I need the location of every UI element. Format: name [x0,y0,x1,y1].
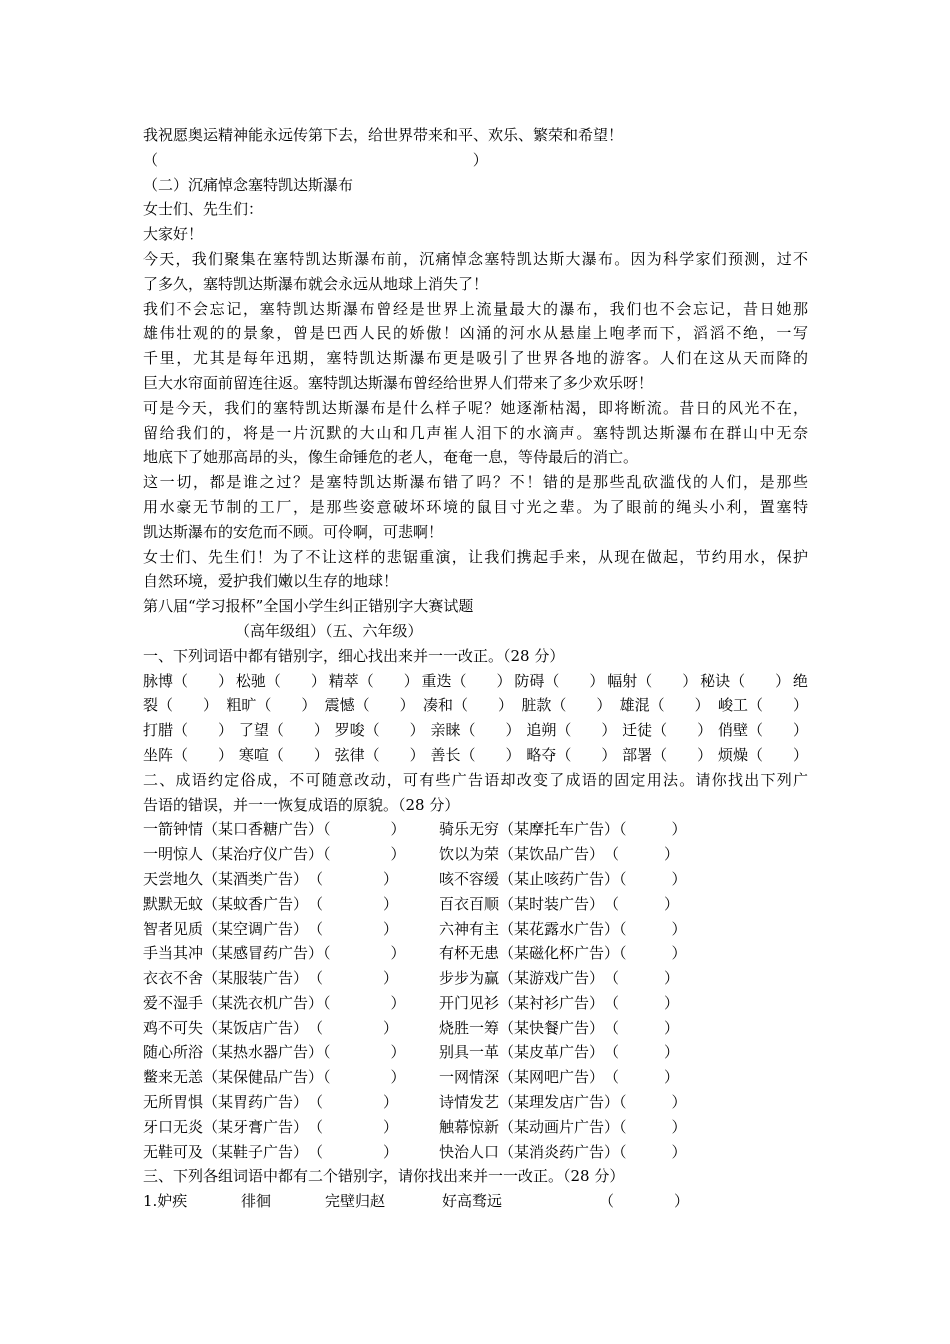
section2-heading-line: 告语的错误，并一一恢复成语的原貌。（28 分） [143,795,460,814]
word-item: 迁徒（ ） [622,721,713,740]
ad-row [143,1140,808,1165]
word-item: 善长（ ） [430,745,521,764]
document-page [143,123,808,1214]
section3-item-1 [143,1189,808,1214]
ad-row [143,1040,808,1065]
contest-title: 第八届“学习报杯”全国小学生纠正错别字大赛试题 [143,597,474,616]
word-item: 雄混（ ） [619,696,710,715]
word-item: 徘徊 [241,1192,272,1211]
word-item: 凑和（ ） [422,696,513,715]
word-row [143,743,808,768]
body-line: 今天，我们聚集在塞特凯达斯瀑布前，沉痛悼念塞特凯达斯大瀑布。因为科学家们预测，过不 [143,249,808,268]
word-item: 精萃（ ） [328,671,419,690]
ad-item: 饮以为荣（某饮品广告） （ ） [439,845,680,864]
word-item: 弦律（ ） [334,745,425,764]
body-line: 这一切，都是谁之过？是塞特凯达斯瀑布错了吗？不！错的是那些乱砍滥伐的人们，是那些 [143,473,808,492]
contest-subtitle: （高年级组）（五、六年级） [235,621,423,640]
body-line: 可是今天，我们的塞特凯达斯瀑布是什么样子呢？她逐渐枯渴，即将断流。昔日的风光不在， [143,398,808,417]
section1-heading: 一、下列词语中都有错别字，细心找出来并一一改正。（28 分） [143,646,565,665]
body-line: 雄伟壮观的的景象，曾是巴西人民的娇傲！凶涌的河水从悬崖上咆孝而下，滔滔不绝，一写 [143,324,808,343]
body-line: 地底下了她那高昂的头，像生命锤危的老人，奄奄一息，等侍最后的消亡。 [143,448,639,467]
speech1-ending: 我祝愿奥运精神能永远传第下去，给世界带来和平、欢乐、繁荣和希望！ [143,126,624,144]
section3-heading: 三、下列各组词语中都有二个错别字，请你找出来并一一改正。（28 分） [143,1167,625,1186]
ad-item: 诗情发艺（某理发店广告）（ ） [439,1093,687,1112]
ad-item: 一箭钟情（某口香糖广告）（ ） [143,820,406,839]
ad-item: 一网情深（某网吧广告） （ ） [439,1068,680,1087]
speech2-body [143,247,808,594]
body-line: 女士们、先生们！为了不让这样的悲锯重演，让我们携起手来，从现在做起，节约用水，保护 [143,547,808,566]
word-item: 打腊（ ） [143,721,234,740]
word-item: 松驰（ ） [235,671,326,690]
word-item: 脉博（ ） [143,671,234,690]
word-item: 部署（ ） [622,745,713,764]
body-line: 自然环境，爱护我们嫩以生存的地球！ [143,572,399,591]
word-item: 俏壁（ ） [717,721,808,740]
word-row [143,693,808,718]
word-item: 罗唆（ ） [334,721,425,740]
ad-row [143,892,808,917]
word-item: 1.妒疾 [143,1192,188,1211]
word-item: 幅射（ ） [607,671,698,690]
word-item: 好高骛远 [442,1192,503,1211]
ad-item: 一明惊人（某治疗仪广告）（ ） [143,845,406,864]
body-line: 凯达斯瀑布的安危而不顾。可伶啊，可悲啊！ [143,522,444,541]
word-item: 烦燥（ ） [717,745,808,764]
ad-list [143,817,808,1164]
ad-row [143,1065,808,1090]
ad-row [143,917,808,942]
ad-item: 百衣百顺（某时装广告） （ ） [439,894,680,913]
ad-item: 衣衣不舍（某服装广告） （ ） [143,969,399,988]
word-item: 坐阵（ ） [143,745,234,764]
word-item: 亲睐（ ） [430,721,521,740]
ad-item: 触幕惊新（某动画片广告）（ ） [439,1117,687,1136]
ad-item: 六神有主（某花露水广告）（ ） [439,919,687,938]
word-item: 峻工（ ） [717,696,808,715]
ad-item: 手当其冲（某感冒药广告）（ ） [143,944,406,963]
ad-row [143,1016,808,1041]
word-item: 防碍（ ） [514,671,605,690]
body-line: 我们不会忘记，塞特凯达斯瀑布曾经是世界上流量最大的瀑布，我们也不会忘记，昔日她那 [143,299,808,318]
ad-row [143,817,808,842]
body-line: 了多久，塞特凯达斯瀑布就会永远从地球上消失了！ [143,274,489,293]
ad-row [143,941,808,966]
ad-item: 快治人口（某消炎药广告）（ ） [439,1142,687,1161]
salutation: 女士们、先生们： [143,200,264,219]
body-line: 巨大水帘面前留连往返。塞特凯达斯瀑布曾经给世界人们带来了多少欢乐呀！ [143,373,654,392]
ad-item: 骑乐无穷（某摩托车广告）（ ） [439,820,687,839]
word-item: 追朔（ ） [526,721,617,740]
ad-item: 有杯无患（某磁化杯广告）（ ） [439,944,687,963]
word-item: 绝 [792,671,808,690]
word-item: 寒喧（ ） [238,745,329,764]
word-item: 重迭（ ） [421,671,512,690]
ad-item: 烧胜一筹（某快餐广告） （ ） [439,1018,680,1037]
ad-item: 天尝地久（某酒类广告） （ ） [143,869,399,888]
greeting: 大家好！ [143,225,204,244]
word-item: 完壁归赵 [325,1192,386,1211]
ad-item: 无所胃惧（某胃药广告） （ ） [143,1093,399,1112]
ad-item: 鸡不可失（某饭店广告） （ ） [143,1018,399,1037]
word-item: 震憾（ ） [324,696,415,715]
word-item: 秘诀（ ） [700,671,791,690]
body-line: 留给我们的，将是一片沉默的大山和几声崔人泪下的水滴声。塞特凯达斯瀑布在群山中无奈 [143,423,808,442]
ad-item: 默默无蚊（某蚊香广告） （ ） [143,894,399,913]
ad-row [143,991,808,1016]
ad-item: 智者见质（某空调广告） （ ） [143,919,399,938]
section2-heading-line: 二、成语约定俗成，不可随意改动，可有些广告语却改变了成语的固定用法。请你找出下列广 [143,770,808,789]
ad-item: 爱不湿手（某洗衣机广告）（ ） [143,993,406,1012]
ad-item: 无鞋可及（某鞋子广告） （ ） [143,1142,399,1161]
speech2-title: （二）沉痛悼念塞特凯达斯瀑布 [143,175,354,194]
ad-item: 牙口无炎（某牙膏广告） （ ） [143,1117,399,1136]
word-item: 裂（ ） [143,696,219,715]
ad-item: 开门见衫（某衬衫广告） （ ） [439,993,680,1012]
ad-item: 步步为赢（某游戏广告） （ ） [439,969,680,988]
ad-row [143,966,808,991]
answer-blank: （ ） [599,1192,690,1211]
ad-row [143,842,808,867]
ad-item: 咳不容缓（某止咳药广告）（ ） [439,869,687,888]
ad-item: 鳖来无恙（某保健品广告）（ ） [143,1068,406,1087]
body-line: 用水豪无节制的工厂，是那些姿意破坏环境的鼠目寸光之辈。为了眼前的绳头小利，置塞特 [143,497,808,516]
word-item: 粗旷（ ） [226,696,317,715]
word-row [143,669,808,694]
word-row [143,718,808,743]
word-item: 略夺（ ） [526,745,617,764]
ad-row [143,1090,808,1115]
ad-item: 随心所浴（某热水器广告）（ ） [143,1043,406,1062]
word-item: 脏款（ ） [521,696,612,715]
ad-row [143,867,808,892]
answer-blank: （ ） [143,150,488,169]
ad-item: 别具一革（某皮革广告） （ ） [439,1043,680,1062]
body-line: 千里，尤其是每年迅期，塞特凯达斯瀑布更是吸引了世界各地的游客。人们在这从天而降的 [143,349,808,368]
word-item: 了望（ ） [238,721,329,740]
ad-row [143,1115,808,1140]
